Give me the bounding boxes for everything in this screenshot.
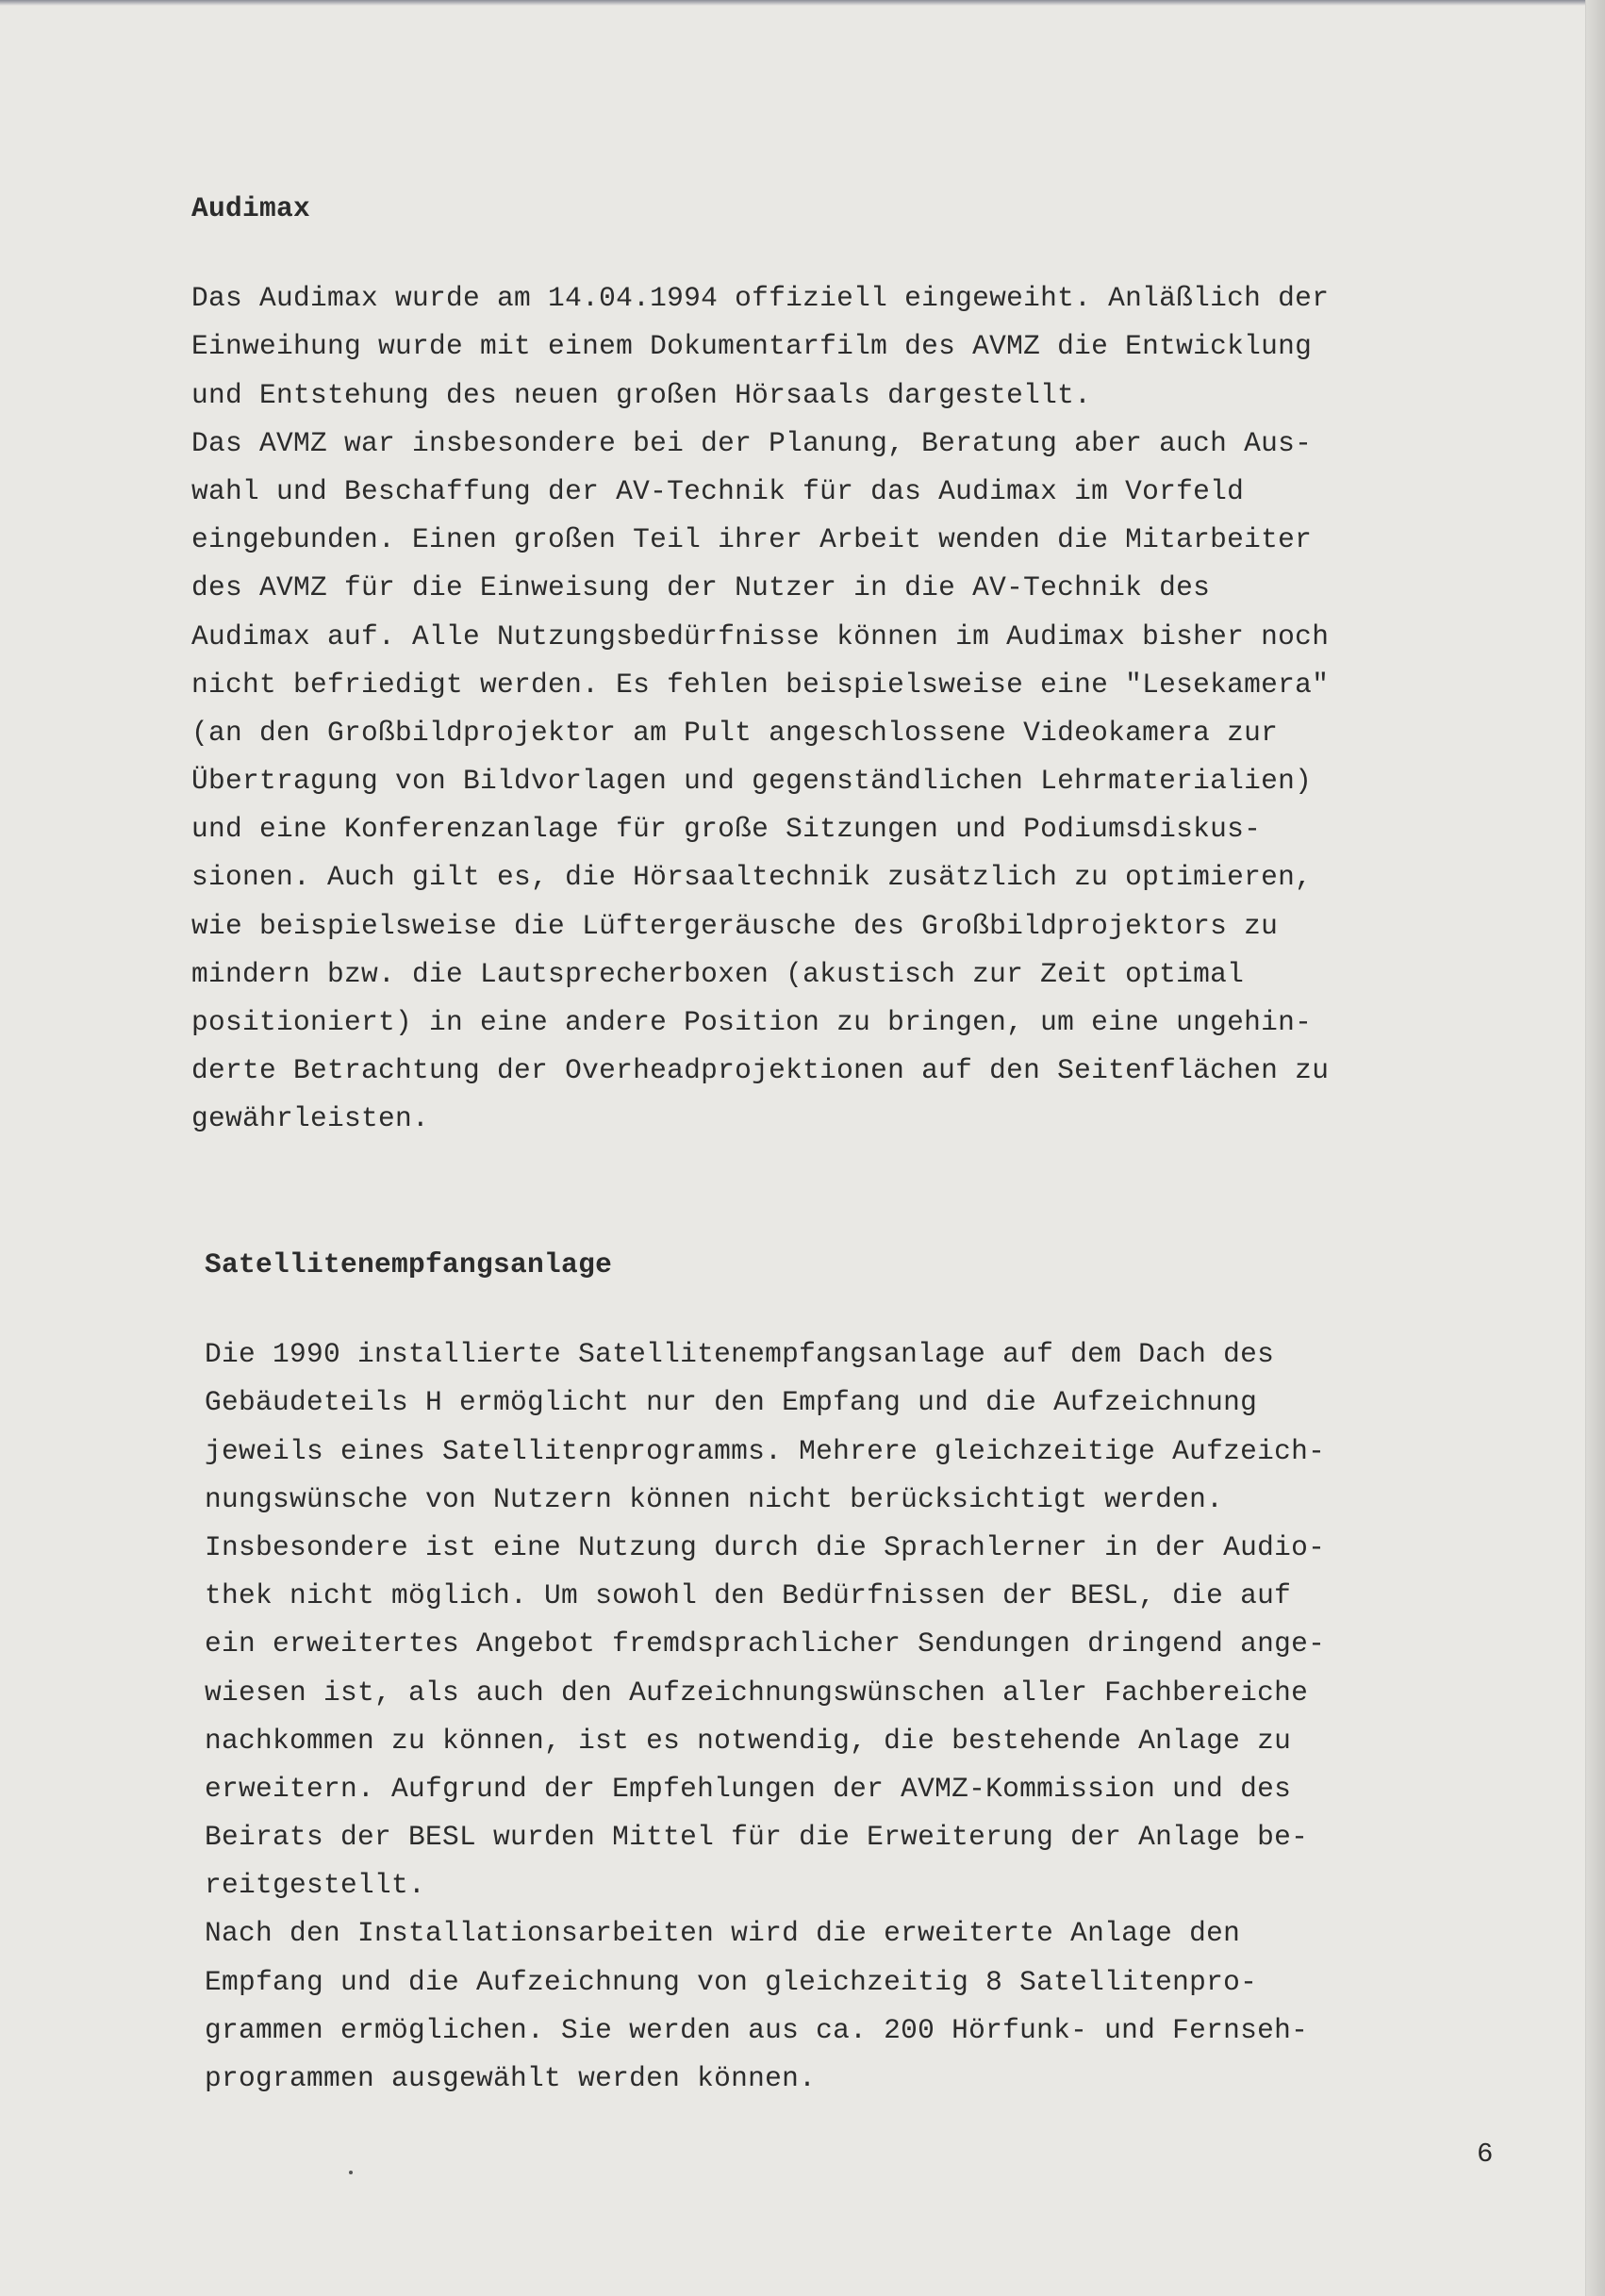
paragraph-line: Beirats der BESL wurden Mittel für die Erweiterung der Anlage be- [205,1821,1309,1854]
paragraph-line: Die 1990 installierte Satellitenempfangsanlage auf dem Dach des [205,1338,1275,1371]
paragraph-line: und Entstehung des neuen großen Hörsaals dargestellt. [191,378,1092,411]
paragraph-line: Empfang und die Aufzeichnung von gleichzeitig 8 Satellitenpro- [205,1965,1258,1998]
paragraph-line: wie beispielsweise die Lüftergeräusche des Großbildprojektors zu [191,909,1279,942]
paragraph-line: jeweils eines Satellitenprogramms. Mehrere gleichzeitige Aufzeich- [205,1434,1326,1467]
paragraph-line: thek nicht möglich. Um sowohl den Bedürfnissen der BESL, die auf [205,1579,1292,1612]
paragraph-line: des AVMZ für die Einweisung der Nutzer in die AV-Technik des [191,571,1211,604]
paragraph-line: Gebäudeteils H ermöglicht nur den Empfang und die Aufzeichnung [205,1386,1258,1419]
paragraph-line: nungswünsche von Nutzern können nicht berücksichtigt werden. [205,1482,1224,1515]
scan-right-edge [1585,0,1605,2296]
paragraph-line: nachkommen zu können, ist es notwendig, die bestehende Anlage zu [205,1724,1292,1757]
stray-mark [349,2171,353,2174]
paragraph-line: erweitern. Aufgrund der Empfehlungen der AVMZ-Kommission und des [205,1772,1292,1805]
paragraph-line: reitgestellt. [205,1869,426,1902]
paragraph-line: mindern bzw. die Lautsprecherboxen (akustisch zur Zeit optimal [191,957,1245,990]
paragraph-line: sionen. Auch gilt es, die Hörsaaltechnik zusätzlich zu optimieren, [191,861,1313,894]
paragraph-line: grammen ermöglichen. Sie werden aus ca. 200 Hörfunk- und Fernseh- [205,2013,1309,2046]
paragraph-line: eingebunden. Einen großen Teil ihrer Arbeit wenden die Mitarbeiter [191,523,1313,556]
paragraph-line: (an den Großbildprojektor am Pult angeschlossene Videokamera zur [191,716,1279,749]
paragraph-line: Das AVMZ war insbesondere bei der Planung, Beratung aber auch Aus- [191,426,1313,459]
paragraph-line: programmen ausgewählt werden können. [205,2062,817,2094]
paragraph-line: Audimax auf. Alle Nutzungsbedürfnisse können im Audimax bisher noch [191,619,1330,652]
heading-audimax: Audimax [191,192,311,224]
paragraph-line: und eine Konferenzanlage für große Sitzungen und Podiumsdiskus- [191,813,1262,846]
scan-top-edge [0,0,1605,6]
paragraph-line: Einweihung wurde mit einem Dokumentarfilm des AVMZ die Entwicklung [191,330,1313,363]
page-number: 6 [1477,2139,1494,2170]
paragraph-line: positioniert) in eine andere Position zu bringen, um eine ungehin- [191,1006,1313,1038]
section-satellite [205,1241,1525,2103]
paragraph-line: derte Betrachtung der Overheadprojektionen auf den Seitenflächen zu [191,1054,1330,1087]
paragraph-line: wiesen ist, als auch den Aufzeichnungswünschen aller Fachbereiche [205,1676,1309,1709]
paragraph-line: Insbesondere ist eine Nutzung durch die Sprachlerner in der Audio- [205,1530,1326,1563]
paragraph-line: wahl und Beschaffung der AV-Technik für das Audimax im Vorfeld [191,474,1245,507]
paragraph-line: nicht befriedigt werden. Es fehlen beispielsweise eine "Lesekamera" [191,668,1330,701]
paragraph-line: Übertragung von Bildvorlagen und gegenständlichen Lehrmaterialien) [191,765,1313,798]
heading-satellite: Satellitenempfangsanlage [205,1248,613,1280]
paragraph-line: Nach den Installationsarbeiten wird die erweiterte Anlage den [205,1917,1241,1950]
section-audimax [191,185,1512,1144]
paragraph-line: Das Audimax wurde am 14.04.1994 offiziell eingeweiht. Anläßlich der [191,282,1330,315]
paragraph-line: ein erweitertes Angebot fremdsprachlicher Sendungen dringend ange- [205,1627,1326,1660]
paragraph-line: gewährleisten. [191,1102,430,1135]
